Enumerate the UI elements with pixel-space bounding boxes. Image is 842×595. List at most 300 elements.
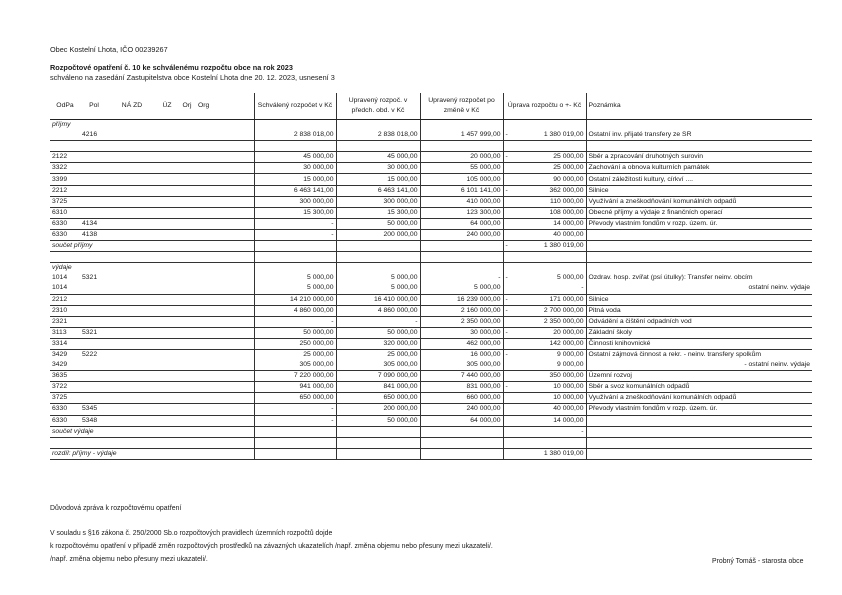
pol-cell [80, 316, 108, 327]
adjusted-after-cell: 1 457 999,00 [420, 130, 503, 141]
subtotal-label: rozdíl: příjmy - výdaje [50, 448, 254, 459]
sign-marker: - [505, 242, 508, 250]
note-cell: Činnosti knihovnické [586, 338, 812, 349]
approved-budget-cell: 300 000,00 [254, 196, 336, 207]
adjusted-after-cell: 64 000,00 [420, 218, 503, 229]
table-cell [50, 252, 254, 263]
table-cell [420, 252, 503, 263]
approved-budget-cell: 50 000,00 [254, 327, 336, 338]
adjusted-previous-cell: 300 000,00 [336, 196, 420, 207]
sign-marker: - [505, 295, 508, 303]
orj-cell [178, 283, 196, 294]
table-row [50, 196, 812, 207]
org-cell [196, 196, 254, 207]
approved-budget-cell: 7 220 000,00 [254, 371, 336, 382]
sign-marker: - [505, 274, 508, 282]
table-row [50, 349, 812, 360]
note-cell: Převody vlastním fondům v rozp. územ. úr. [586, 218, 812, 229]
adjusted-after-cell: 660 000,00 [420, 393, 503, 404]
nazd-cell [108, 371, 156, 382]
uz-cell [156, 229, 178, 240]
note-cell [586, 415, 812, 426]
adjusted-after-cell: 64 000,00 [420, 415, 503, 426]
orj-cell [178, 316, 196, 327]
orj-cell [178, 207, 196, 218]
uz-cell [156, 371, 178, 382]
approved-budget-cell: 15 300,00 [254, 207, 336, 218]
uz-cell [156, 185, 178, 196]
table-cell [586, 426, 812, 437]
uz-cell [156, 294, 178, 305]
approved-budget-cell: 5 000,00 [254, 283, 336, 294]
adjusted-previous-cell: 650 000,00 [336, 393, 420, 404]
nazd-cell [108, 185, 156, 196]
table-cell [420, 263, 503, 274]
table-row [50, 305, 812, 316]
spacer-row [50, 141, 812, 152]
change-amount: 14 000,00 [553, 219, 584, 227]
subtotal-amount: 1 380 019,00 [543, 449, 584, 457]
nazd-cell [108, 283, 156, 294]
adjusted-previous-cell: 16 410 000,00 [336, 294, 420, 305]
uz-cell [156, 415, 178, 426]
note-cell: ostatní neinv. výdaje [586, 283, 812, 294]
subtotal-amount: 1 380 019,00 [543, 242, 584, 250]
nazd-cell [108, 218, 156, 229]
orj-cell [178, 130, 196, 141]
org-cell [196, 349, 254, 360]
document-title: Rozpočtové opatření č. 10 ke schválenému rozpočtu obce na rok 2023 [50, 63, 293, 72]
table-cell [586, 141, 812, 152]
pol-cell [80, 185, 108, 196]
uz-cell [156, 393, 178, 404]
uz-cell [156, 207, 178, 218]
adjusted-previous-cell: 2 838 018,00 [336, 130, 420, 141]
change-amount: 14 000,00 [553, 416, 584, 424]
subtotal-amount: - [581, 427, 584, 435]
uz-cell [156, 196, 178, 207]
adjusted-previous-cell: 50 000,00 [336, 218, 420, 229]
note-cell [586, 229, 812, 240]
change-amount: 9 000,00 [557, 361, 584, 369]
note-cell: Pitná voda [586, 305, 812, 316]
uz-cell [156, 174, 178, 185]
change-cell [503, 316, 586, 327]
organization-id: Obec Kostelní Lhota, IČO 00239267 [50, 45, 168, 54]
change-cell [503, 382, 586, 393]
mayor-signature: Probný Tomáš - starosta obce [712, 558, 804, 565]
table-cell [254, 241, 336, 252]
adjusted-after-cell: 240 000,00 [420, 404, 503, 415]
table-row [50, 294, 812, 305]
approved-budget-cell: - [254, 218, 336, 229]
pol-cell [80, 196, 108, 207]
nazd-cell [108, 174, 156, 185]
org-cell [196, 382, 254, 393]
table-row [50, 229, 812, 240]
col-uprava: Úprava rozpočtu o +- Kč [503, 93, 586, 120]
approved-budget-cell: 14 210 000,00 [254, 294, 336, 305]
col-pol: Pol [80, 93, 108, 120]
adjusted-previous-cell: - [336, 316, 420, 327]
orj-cell [178, 174, 196, 185]
adjusted-previous-cell: 841 000,00 [336, 382, 420, 393]
odpa-cell: 6330 [50, 229, 80, 240]
note-cell: Ostatní záležitosti kultury, církví .... [586, 174, 812, 185]
pol-cell: 5222 [82, 351, 98, 359]
uz-cell [156, 273, 178, 283]
table-cell [586, 448, 812, 459]
orj-cell [178, 163, 196, 174]
org-cell [196, 283, 254, 294]
nazd-cell [108, 273, 156, 283]
change-cell [503, 305, 586, 316]
adjusted-previous-cell: 25 000,00 [336, 349, 420, 360]
adjusted-after-cell: - [420, 273, 503, 283]
change-cell [503, 371, 586, 382]
nazd-cell [108, 327, 156, 338]
table-cell [254, 120, 336, 131]
orj-cell [178, 185, 196, 196]
change-amount: 10 000,00 [553, 383, 584, 391]
table-cell [586, 263, 812, 274]
orj-cell [178, 382, 196, 393]
section-row [50, 120, 812, 131]
orj-cell [178, 404, 196, 415]
pol-cell [80, 393, 108, 404]
spacer-row [50, 252, 812, 263]
table-cell [254, 263, 336, 274]
change-amount: 108 000,00 [549, 208, 584, 216]
change-cell [503, 349, 586, 360]
nazd-cell [108, 196, 156, 207]
justification-line-3: /např. změna objemu nebo přesuny mezi ukazateli/. [50, 556, 208, 563]
table-row [50, 415, 812, 426]
note-cell: Sběr a zpracování druhotných surovin [586, 152, 812, 163]
table-cell [50, 141, 254, 152]
org-cell [196, 229, 254, 240]
table-cell [254, 141, 336, 152]
adjusted-after-cell: 2 350 000,00 [420, 316, 503, 327]
change-cell [503, 415, 586, 426]
change-cell [503, 130, 586, 141]
table-row [50, 327, 812, 338]
note-cell: Zachování a obnova kulturních památek [586, 163, 812, 174]
table-cell [336, 448, 420, 459]
change-cell [503, 229, 586, 240]
table-row [50, 283, 812, 294]
col-orj: Orj [178, 93, 196, 120]
adjusted-previous-cell: 320 000,00 [336, 338, 420, 349]
org-cell [196, 327, 254, 338]
change-cell [503, 360, 586, 371]
table-cell [420, 241, 503, 252]
adjusted-previous-cell: 5 000,00 [336, 273, 420, 283]
note-cell: Sběr a svoz komunálních odpadů [586, 382, 812, 393]
nazd-cell [108, 349, 156, 360]
org-cell [196, 360, 254, 371]
nazd-cell [108, 338, 156, 349]
change-amount: 90 000,00 [553, 175, 584, 183]
nazd-cell [108, 415, 156, 426]
adjusted-previous-cell: 50 000,00 [336, 327, 420, 338]
change-amount: 5 000,00 [557, 274, 584, 282]
change-cell [503, 218, 586, 229]
odpa-cell: 3322 [50, 163, 80, 174]
note-cell: Využívání a zneškodňování komunálních odpadů [586, 196, 812, 207]
odpa-cell [50, 130, 80, 141]
adjusted-after-cell: 123 300,00 [420, 207, 503, 218]
adjusted-after-cell: 105 000,00 [420, 174, 503, 185]
change-cell [503, 327, 586, 338]
col-upraveny: Upravený rozpoč. v předch. obd. v Kč [336, 93, 420, 120]
change-amount: 10 000,00 [553, 394, 584, 402]
adjusted-previous-cell: 45 000,00 [336, 152, 420, 163]
odpa-cell: 1014 [50, 283, 80, 294]
orj-cell [178, 360, 196, 371]
change-cell [503, 393, 586, 404]
odpa-cell: 2310 [50, 305, 80, 316]
adjusted-after-cell: 55 000,00 [420, 163, 503, 174]
approved-budget-cell: 5 000,00 [254, 273, 336, 283]
change-amount: 25 000,00 [553, 153, 584, 161]
orj-cell [178, 196, 196, 207]
nazd-cell [108, 294, 156, 305]
table-cell [586, 120, 812, 131]
odpa-cell: 2122 [50, 152, 80, 163]
note-cell: Převody vlastním fondům v rozp. územ. úr. [586, 404, 812, 415]
pol-cell [80, 174, 108, 185]
pol-cell: 5348 [80, 415, 108, 426]
uz-cell [156, 283, 178, 294]
pol-cell [80, 283, 108, 294]
odpa-cell: 6310 [50, 207, 80, 218]
change-amount: 362 000,00 [549, 186, 584, 194]
table-cell [586, 437, 812, 448]
approval-note: schváleno na zasedání Zastupitelstva obce Kostelní Lhota dne 20. 12. 2023, usnesení 3 [50, 73, 335, 82]
justification-line-2: k rozpočtovému opatření v případě změn rozpočtových prostředků na závazných ukazatelích /např. změna objemu nebo přesuny mezi ukazateli/. [50, 543, 493, 550]
approved-budget-cell: - [254, 229, 336, 240]
orj-cell [178, 218, 196, 229]
odpa-cell: 6330 [50, 404, 80, 415]
pol-cell [80, 163, 108, 174]
uz-cell [156, 360, 178, 371]
odpa-cell: 6330 [50, 415, 80, 426]
table-row [50, 273, 812, 283]
table-row [50, 360, 812, 371]
pol-cell [80, 305, 108, 316]
odpa-cell: 2212 [50, 294, 80, 305]
uz-cell [156, 130, 178, 141]
orj-cell [178, 349, 196, 360]
adjusted-previous-cell: 50 000,00 [336, 415, 420, 426]
uz-cell [156, 338, 178, 349]
adjusted-after-cell: 240 000,00 [420, 229, 503, 240]
odpa-cell: 3429 [50, 360, 80, 371]
table-cell [336, 252, 420, 263]
odpa-cell: 2212 [50, 185, 80, 196]
table-cell [503, 437, 586, 448]
table-cell [254, 252, 336, 263]
justification-title: Důvodová zpráva k rozpočtovému opatření [50, 505, 182, 512]
org-cell [196, 185, 254, 196]
odpa-cell: 3722 [50, 382, 80, 393]
change-cell [503, 283, 586, 294]
note-cell: Odvádění a čištění odpadních vod [586, 316, 812, 327]
table-cell [586, 252, 812, 263]
pol-cell [80, 382, 108, 393]
change-amount: 9 000,00 [557, 351, 584, 359]
change-cell [503, 163, 586, 174]
adjusted-previous-cell: 5 000,00 [336, 283, 420, 294]
table-cell [503, 263, 586, 274]
subtotal-value [503, 426, 586, 437]
adjusted-previous-cell: 6 463 141,00 [336, 185, 420, 196]
table-cell [420, 426, 503, 437]
sign-marker: - [505, 351, 508, 359]
table-row [50, 382, 812, 393]
table-cell [420, 120, 503, 131]
table-row [50, 371, 812, 382]
table-cell [503, 252, 586, 263]
nazd-cell [108, 393, 156, 404]
org-cell [196, 218, 254, 229]
nazd-cell [108, 382, 156, 393]
org-cell [196, 316, 254, 327]
table-cell [254, 426, 336, 437]
note-cell: - ostatní neinv. výdaje [586, 360, 812, 371]
subtotal-label: součet výdaje [50, 426, 254, 437]
pol-cell [80, 360, 108, 371]
uz-cell [156, 327, 178, 338]
adjusted-after-cell: 7 440 000,00 [420, 371, 503, 382]
org-cell [196, 404, 254, 415]
orj-cell [178, 152, 196, 163]
nazd-cell [108, 163, 156, 174]
org-cell [196, 273, 254, 283]
sign-marker: - [505, 186, 508, 194]
table-cell [336, 141, 420, 152]
sign-marker: - [505, 306, 508, 314]
section-label: výdaje [52, 264, 72, 272]
pol-cell: 4138 [80, 229, 108, 240]
adjusted-after-cell: 2 160 000,00 [420, 305, 503, 316]
table-row [50, 316, 812, 327]
adjusted-after-cell: 16 239 000,00 [420, 294, 503, 305]
table-row [50, 207, 812, 218]
sign-marker: - [505, 383, 508, 391]
adjusted-after-cell: 831 000,00 [420, 382, 503, 393]
org-cell [196, 174, 254, 185]
odpa-cell: 3725 [50, 196, 80, 207]
nazd-cell [108, 229, 156, 240]
pol-cell: 4134 [80, 218, 108, 229]
change-cell [503, 338, 586, 349]
note-cell: Ozdrav. hosp. zvířat (psí útulky): Transfer neinv. obcím [588, 274, 753, 282]
table-cell [503, 120, 586, 131]
approved-budget-cell: 25 000,00 [254, 349, 336, 360]
approved-budget-cell: 4 860 000,00 [254, 305, 336, 316]
adjusted-previous-cell: 200 000,00 [336, 404, 420, 415]
odpa-cell: 3429 [52, 351, 68, 359]
subtotal-label: součet příjmy [50, 241, 254, 252]
approved-budget-cell: - [254, 415, 336, 426]
nazd-cell [108, 360, 156, 371]
odpa-cell: 3113 [50, 327, 80, 338]
orj-cell [178, 229, 196, 240]
change-amount: 1 380 019,00 [543, 131, 584, 139]
nazd-cell [108, 207, 156, 218]
adjusted-after-cell: 6 101 141,00 [420, 185, 503, 196]
adjusted-previous-cell: 7 090 000,00 [336, 371, 420, 382]
table-cell [336, 241, 420, 252]
sign-marker: - [505, 153, 508, 161]
approved-budget-cell: 650 000,00 [254, 393, 336, 404]
change-cell [503, 185, 586, 196]
change-cell [503, 152, 586, 163]
pol-cell [80, 152, 108, 163]
odpa-cell: 3399 [50, 174, 80, 185]
change-cell [503, 404, 586, 415]
orj-cell [178, 371, 196, 382]
org-cell [196, 207, 254, 218]
uz-cell [156, 382, 178, 393]
approved-budget-cell: 2 838 018,00 [254, 130, 336, 141]
table-row [50, 218, 812, 229]
col-nazd: NÁ ZD [108, 93, 156, 120]
table-row [50, 174, 812, 185]
adjusted-after-cell: 5 000,00 [420, 283, 503, 294]
pol-cell: 5321 [80, 327, 108, 338]
uz-cell [156, 152, 178, 163]
uz-cell [156, 349, 178, 360]
adjusted-after-cell: 30 000,00 [420, 327, 503, 338]
uz-cell [156, 305, 178, 316]
table-cell [420, 448, 503, 459]
change-amount: 25 000,00 [553, 164, 584, 172]
pol-cell [80, 371, 108, 382]
change-amount: 40 000,00 [553, 405, 584, 413]
change-amount: 350 000,00 [549, 372, 584, 380]
table-cell [503, 141, 586, 152]
col-po-zmene: Upravený rozpočet po změně v Kč [420, 93, 503, 120]
orj-cell [178, 294, 196, 305]
orj-cell [178, 338, 196, 349]
org-cell [196, 338, 254, 349]
table-cell [254, 448, 336, 459]
table-cell [420, 437, 503, 448]
table-cell [254, 437, 336, 448]
col-poznamka: Poznámka [586, 93, 812, 120]
pol-cell: 4216 [80, 130, 108, 141]
section-row [50, 263, 812, 274]
nazd-cell [108, 316, 156, 327]
approved-budget-cell: - [254, 404, 336, 415]
subtotal-row [50, 241, 812, 252]
org-cell [196, 294, 254, 305]
adjusted-previous-cell: 15 300,00 [336, 207, 420, 218]
orj-cell [178, 327, 196, 338]
approved-budget-cell: 941 000,00 [254, 382, 336, 393]
adjusted-after-cell: 410 000,00 [420, 196, 503, 207]
adjusted-after-cell: 305 000,00 [420, 360, 503, 371]
org-cell [196, 130, 254, 141]
odpa-cell: 3635 [50, 371, 80, 382]
pol-cell: 5345 [80, 404, 108, 415]
change-amount: 110 000,00 [549, 197, 584, 205]
note-cell: Obecné příjmy a výdaje z finančních operací [586, 207, 812, 218]
approved-budget-cell: - [254, 316, 336, 327]
